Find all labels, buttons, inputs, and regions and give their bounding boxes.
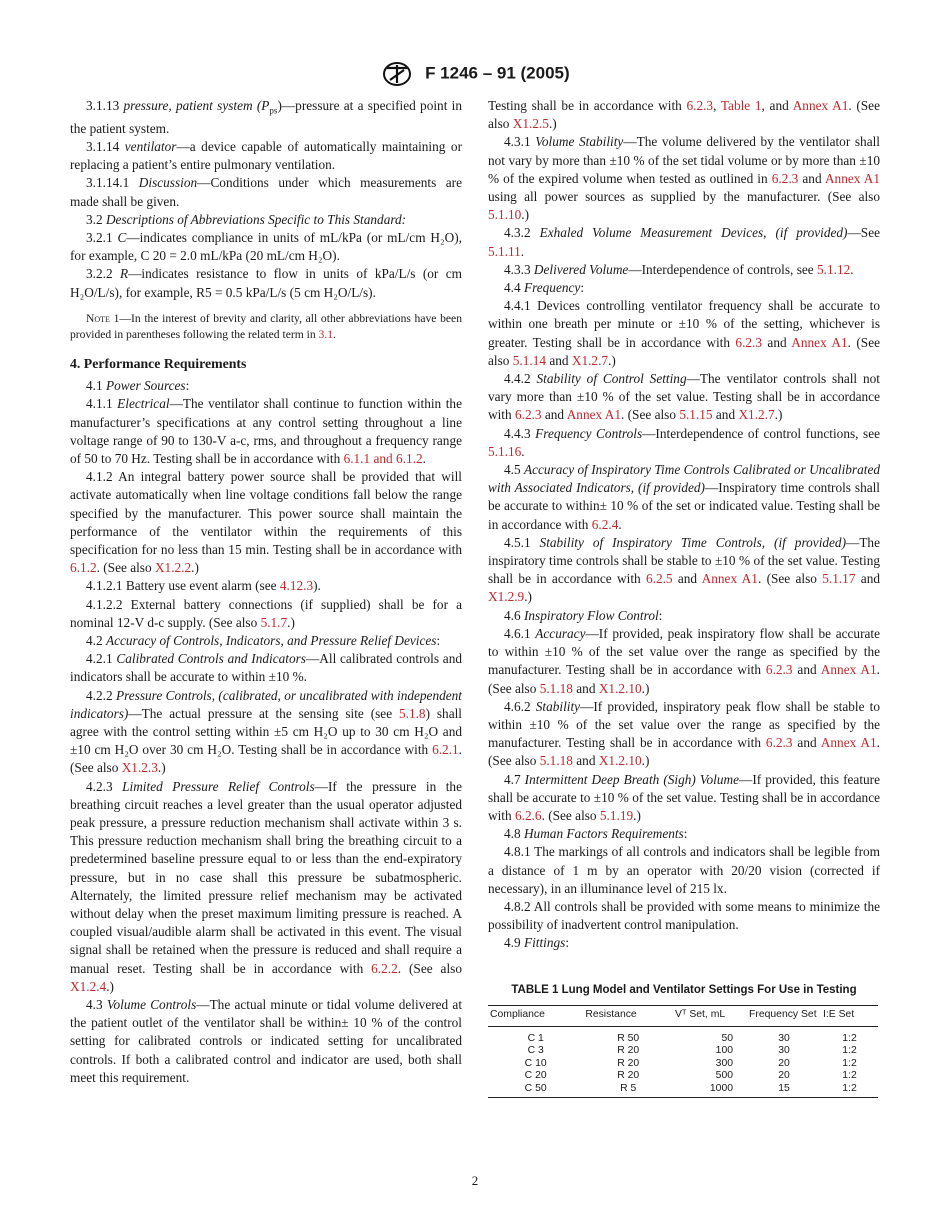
left-column <box>70 97 462 1087</box>
section-4-2-3: 4.2.3 Limited Pressure Relief Controls—If the pressure in the breathing circuit reaches a level greater than the usual operator adjusted peak pressure, a pressure reduction mechanism shall activate within 3 s. This pressure reduction mechanism shall bring the breathing circuit to a predetermined baseline pressure equal to or less than the end-expiratory pressure, but in no case shall this pressure be subatmospheric. Alternately, the limited pressure relief mechanism may be activated without delay when the preset maximum limiting pressure is reached. A coupled visual/audible alarm shall be activated in this event. The visual signal shall be retained when the pressure is reduced and shall require a manual reset. Testing shall be in accordance with 6.2.2. (See also X1.2.4.) <box>70 778 462 994</box>
section-4-8: 4.8 Human Factors Requirements: <box>504 826 688 842</box>
ref-link[interactable]: 5.1.10 <box>488 207 522 223</box>
section-4-4: 4.4 Frequency: <box>504 280 585 296</box>
ref-link[interactable]: X1.2.10 <box>598 680 642 696</box>
col-header-compliance: Compliance <box>488 1005 583 1026</box>
document-designation: F 1246 – 91 (2005) <box>425 63 570 83</box>
definition-3-2-1: 3.2.1 C—indicates compliance in units of mL/kPa (or mL/cm H₂O), for example, C 20 = 2.0 mL/kPa (20 mL/cm H₂O). <box>70 230 462 264</box>
section-4-1: 4.1 Power Sources: <box>86 378 190 394</box>
table-row <box>488 1026 878 1045</box>
col-header-frequency-set: Frequency Set <box>747 1005 821 1026</box>
ref-link[interactable]: 4.12.3 <box>279 578 314 594</box>
cell-resistance: R 20 <box>617 1045 640 1057</box>
cell-ie-set: 1:2 <box>842 1057 857 1069</box>
table-row <box>488 1058 878 1071</box>
ref-link[interactable]: Annex A1 <box>824 170 880 186</box>
col-header-vt-set: Vᵀ Set, mL <box>673 1005 747 1026</box>
ref-link[interactable]: 5.1.15 <box>679 407 713 423</box>
cell-compliance: C 10 <box>524 1057 547 1069</box>
section-4-3-1: 4.3.1 Volume Stability—The volume delivered by the ventilator shall not vary by more than ±10 % of the set tidal volume or by more than ±10 % of the expired volume when tested as outlined in 6.2.3 and Annex A1 using all power sources as supplied by the manufacturer. (See also 5.1.10.) <box>488 134 880 223</box>
section-4-3: 4.3 Volume Controls—The actual minute or tidal volume delivered at the patient outlet of the ventilator shall be within± 10 % of the control setting for calibrated controls or indicated setting for uncalibrated controls. If both a calibrated control and indicator are used, both shall meet this requirement. <box>70 997 463 1085</box>
col-header-ie-set: I:E Set <box>821 1005 878 1026</box>
lung-model-table <box>488 1005 878 1099</box>
table-header-row <box>488 1005 878 1026</box>
ref-link[interactable]: X1.2.3 <box>121 760 158 776</box>
astm-logo-icon <box>380 62 414 86</box>
ref-link[interactable]: Table 1 <box>720 98 762 113</box>
ref-link[interactable]: 6.2.3 <box>765 735 793 751</box>
section-4-7: 4.7 Intermittent Deep Breath (Sigh) Volume—If provided, this feature shall be accurate to ±10 % of the set value. Testing shall be in accordance with 6.2.6. (See also 5.1.19.) <box>488 771 880 823</box>
cell-vt-set: 1000 <box>673 1083 747 1098</box>
cell-compliance: C 20 <box>524 1070 547 1082</box>
section-4-2-1: 4.2.1 Calibrated Controls and Indicators—All calibrated controls and indicators shall be accurate to within ±10 %. <box>70 651 463 685</box>
section-4-4-3: 4.4.3 Frequency Controls—Interdependence of control functions, see 5.1.16. <box>488 425 880 459</box>
ref-link[interactable]: 6.2.3 <box>765 662 793 678</box>
ref-link[interactable]: 5.1.14 <box>512 352 546 368</box>
ref-link[interactable]: X1.2.4 <box>70 978 107 994</box>
ref-link[interactable]: 5.1.16 <box>488 443 522 459</box>
cell-resistance: R 50 <box>617 1032 640 1044</box>
section-4-2-2: 4.2.2 Pressure Controls, (calibrated, or uncalibrated with independent indicators)—The actual pressure at the sensing site (see 5.1.8) shall agree with the control setting within ±5 cm H₂O up to 30 cm H₂O and ±10 cm H₂O over 30 cm H₂O. Testing shall be in accordance with 6.2.1. (See also X1.2.3.) <box>70 687 463 776</box>
section-4-3-2: 4.3.2 Exhaled Volume Measurement Devices, (if provided)—See 5.1.11. <box>488 225 880 259</box>
section-4-1-1: 4.1.1 Electrical—The ventilator shall continue to function within the manufacturer’s specifications at any control setting throughout a line voltage range of 90 to 130-V a-c, rms, and throughout a frequency range of 50 to 70 Hz. Testing shall be in accordance with 6.1.1 and 6.1.2. <box>70 396 462 466</box>
cell-resistance: R 5 <box>583 1083 673 1098</box>
ref-link[interactable]: 6.2.1 <box>432 742 459 758</box>
section-4-1-2: 4.1.2 An integral battery power source shall be provided that will activate automatically when line voltage conditions fall below the range specified by the manufacturer. This power source shall maintain the performance of the ventilator within the requirements of this specification for no less than 15 min. Testing shall be in accordance with 6.1.2. (See also X1.2.2.) <box>70 469 462 576</box>
section-4-1-2-2: 4.1.2.2 External battery connections (if supplied) shall be for a nominal 12-V d-c supply. (See also 5.1.7.) <box>70 596 462 630</box>
page-header <box>0 62 950 86</box>
ref-link[interactable]: 6.2.3 <box>735 334 763 350</box>
cell-ie-set: 1:2 <box>842 1070 857 1082</box>
section-4-5: 4.5 Accuracy of Inspiratory Time Controls Calibrated or Uncalibrated with Associated Indicators, (if provided)—Inspiratory time controls shall be accurate to within± 10 % of the set or indicated value. Testing shall be in accordance with 6.2.4. <box>488 462 881 532</box>
table-row <box>488 1045 878 1058</box>
ref-link[interactable]: 5.1.7 <box>260 614 288 630</box>
ref-link[interactable]: 5.1.18 <box>539 680 573 696</box>
definition-3-2-2: 3.2.2 R—indicates resistance to flow in units of kPa/L/s (or cm H₂O/L/s), for example, R5 = 0.5 kPa/L/s (5 cm H₂O/L/s). <box>70 266 463 300</box>
ref-link[interactable]: 5.1.8 <box>398 705 426 721</box>
ref-link[interactable]: 6.2.4 <box>591 516 619 532</box>
section-3-2: 3.2 Descriptions of Abbreviations Specific to This Standard: <box>86 211 407 227</box>
section-4-6-1: 4.6.1 Accuracy—If provided, peak inspiratory flow shall be accurate to within ±10 % of the set value over the range as specified by the manufacturer. Testing shall be in accordance with 6.2.3 and Annex A1. (See also 5.1.18 and X1.2.10.) <box>488 625 880 696</box>
cell-ie-set: 1:2 <box>821 1083 878 1098</box>
cell-frequency-set: 20 <box>778 1057 790 1069</box>
right-column <box>488 97 880 1098</box>
ref-link[interactable]: 5.1.11 <box>488 243 521 259</box>
definition-3-1-14-1: 3.1.14.1 Discussion—Conditions under which measurements are made shall be given. <box>70 175 463 209</box>
ref-link[interactable]: 6.2.3 <box>686 98 714 113</box>
section-4-8-1: 4.8.1 The markings of all controls and indicators shall be legible from a distance of 1 m by an operator with 20/20 vision (corrected if necessary), in an illuminance level of 215 lx. <box>488 844 880 896</box>
table-row <box>488 1083 878 1098</box>
ref-link[interactable]: Annex A1 <box>820 735 877 751</box>
ref-link[interactable]: 6.2.5 <box>645 571 673 587</box>
cell-compliance: C 50 <box>488 1083 583 1098</box>
ref-link[interactable]: Annex A1 <box>792 98 849 113</box>
ref-link[interactable]: 5.1.18 <box>539 753 573 769</box>
ref-link[interactable]: 6.2.6 <box>514 807 542 823</box>
cell-ie-set: 1:2 <box>842 1045 857 1057</box>
section-4-4-1: 4.4.1 Devices controlling ventilator frequency shall be accurate to within one breath per minute or ±10 % of the setting, whichever is greater. Testing shall be in accordance with 6.2.3 and Annex A1. (See also 5.1.14 and X1.2.7.) <box>488 298 881 368</box>
section-4-5-1: 4.5.1 Stability of Inspiratory Time Controls, (if provided)—The inspiratory time controls shall be stable to ±10 % of the set value. Testing shall be in accordance with 6.2.5 and Annex A1. (See also 5.1.17 and X1.2.9.) <box>488 534 880 605</box>
cell-vt-set: 100 <box>715 1045 734 1057</box>
cell-frequency-set: 20 <box>778 1070 790 1082</box>
ref-link[interactable]: Annex A1 <box>566 407 621 423</box>
cell-resistance: R 20 <box>617 1057 640 1069</box>
section-4-6-2: 4.6.2 Stability—If provided, inspiratory peak flow shall be stable to within ±10 % of the set value over the range as specified by the manufacturer. Testing shall be in accordance with 6.2.3 and Annex A1. (See also 5.1.18 and X1.2.10.) <box>488 698 880 769</box>
definition-3-1-14: 3.1.14 ventilator—a device capable of automatically maintaining or replacing a patient’s entire pulmonary ventilation. <box>70 139 463 173</box>
ref-link[interactable]: 5.1.19 <box>599 807 634 823</box>
cell-compliance: C 3 <box>527 1045 544 1057</box>
section-4-2: 4.2 Accuracy of Controls, Indicators, and Pressure Relief Devices: <box>86 632 441 648</box>
ref-link[interactable]: Annex A1 <box>701 571 758 587</box>
col-header-resistance: Resistance <box>583 1005 673 1026</box>
ref-link[interactable]: X1.2.9 <box>488 589 525 605</box>
section-4-3-3: 4.3.3 Delivered Volume—Interdependence of controls, see 5.1.12. <box>504 261 854 277</box>
section-heading-4: 4. Performance Requirements <box>70 355 247 371</box>
ref-link[interactable]: X1.2.2 <box>154 560 192 576</box>
section-4-3-continued: Testing shall be in accordance with 6.2.3, Table 1, and Annex A1. (See also X1.2.5.) <box>488 98 880 132</box>
section-4-1-2-1: 4.1.2.1 Battery use event alarm (see 4.12.3). <box>86 578 321 594</box>
ref-link[interactable]: 5.1.17 <box>822 571 856 587</box>
ref-link[interactable]: 5.1.12 <box>817 261 851 277</box>
ref-link[interactable]: 6.2.3 <box>514 407 542 423</box>
ref-link[interactable]: X1.2.10 <box>598 753 642 769</box>
cell-frequency-set: 30 <box>778 1032 790 1044</box>
cell-frequency-set: 30 <box>778 1045 790 1057</box>
page-number: 2 <box>471 1173 479 1188</box>
ref-link[interactable]: Annex A1 <box>820 662 877 678</box>
definition-3-1-13: 3.1.13 pressure, patient system $(P_{ps})—pressure$ at a specified point in the patient system. <box>70 98 462 136</box>
table-caption: TABLE 1 Lung Model and Ventilator Settings For Use in Testing <box>511 983 857 996</box>
ref-link[interactable]: 6.1.2 <box>70 560 97 576</box>
section-4-4-2: 4.4.2 Stability of Control Setting—The ventilator controls shall not vary more than ±10 % of the set value. Testing shall be in accordance with 6.2.3 and Annex A1. (See also 5.1.15 and X1.2.7.) <box>488 371 880 423</box>
table-row <box>488 1070 878 1083</box>
note-1: Note 1—In the interest of brevity and clarity, all other abbreviations have been provided in parentheses following the related term in 3.1. <box>70 311 462 341</box>
section-4-8-2: 4.8.2 All controls shall be provided with some means to minimize the possibility of inadvertent control manipulation. <box>488 898 880 933</box>
cell-ie-set: 1:2 <box>842 1032 857 1044</box>
cell-vt-set: 50 <box>721 1032 734 1044</box>
ref-link[interactable]: Annex A1 <box>791 334 848 350</box>
section-4-6: 4.6 Inspiratory Flow Control: <box>504 607 663 623</box>
ref-link[interactable]: X1.2.7 <box>571 352 609 368</box>
cell-vt-set: 300 <box>715 1057 734 1069</box>
cell-vt-set: 500 <box>715 1070 734 1082</box>
section-4-9: 4.9 Fittings: <box>504 935 570 951</box>
ref-link[interactable]: X1.2.7 <box>738 407 775 423</box>
cell-frequency-set: 15 <box>747 1083 821 1098</box>
cell-resistance: R 20 <box>617 1070 640 1082</box>
ref-link[interactable]: 6.1.1 and 6.1.2 <box>343 450 423 466</box>
ref-link[interactable]: 6.2.2 <box>371 960 398 976</box>
ref-link[interactable]: 6.2.3 <box>771 170 799 186</box>
ref-link[interactable]: X1.2.5 <box>512 116 549 132</box>
cell-compliance: C 1 <box>527 1032 544 1044</box>
ref-link[interactable]: 3.1 <box>318 327 334 341</box>
